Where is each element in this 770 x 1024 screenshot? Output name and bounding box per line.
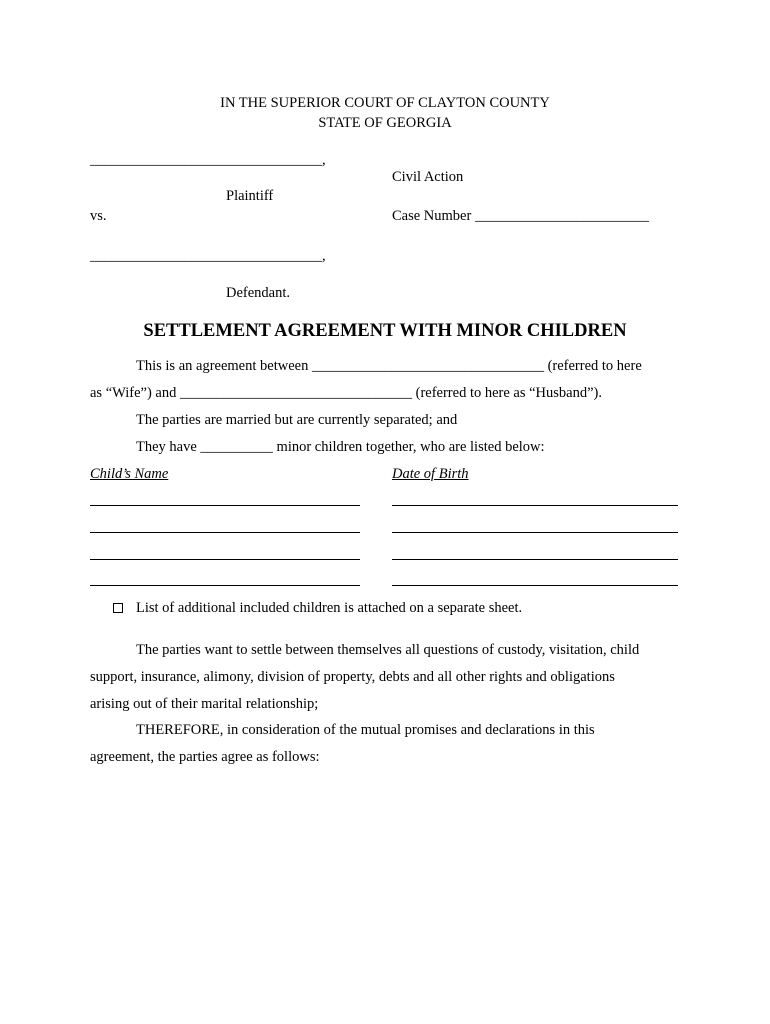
defendant-name-field[interactable]: ________________________________, (90, 248, 326, 264)
child-name-blank-2[interactable] (90, 532, 360, 533)
versus-label: vs. (90, 208, 107, 224)
additional-children-checkbox[interactable] (113, 603, 123, 613)
civil-action-label: Civil Action (392, 169, 464, 185)
therefore-paragraph-line2: agreement, the parties agree as follows: (90, 749, 320, 765)
child-name-blank-3[interactable] (90, 559, 360, 560)
case-number-field[interactable]: Case Number ________________________ (392, 208, 649, 224)
date-of-birth-header: Date of Birth (392, 466, 469, 482)
court-heading: IN THE SUPERIOR COURT OF CLAYTON COUNTY (220, 95, 550, 111)
child-dob-blank-3[interactable] (392, 559, 678, 560)
therefore-paragraph-line1: THEREFORE, in consideration of the mutual promises and declarations in this (136, 722, 595, 738)
agreement-intro-line1[interactable]: This is an agreement between ________________________________ (referred to here (136, 358, 642, 374)
married-statement: The parties are married but are currently separated; and (136, 412, 458, 428)
child-dob-blank-2[interactable] (392, 532, 678, 533)
state-heading: STATE OF GEORGIA (318, 115, 452, 131)
document-title: SETTLEMENT AGREEMENT WITH MINOR CHILDREN (143, 321, 627, 341)
settle-paragraph-line2: support, insurance, alimony, division of property, debts and all other rights and obligations (90, 669, 615, 685)
agreement-intro-line2[interactable]: as “Wife”) and ________________________________ (referred to here as “Husband”). (90, 385, 602, 401)
settle-paragraph-line1: The parties want to settle between themselves all questions of custody, visitation, child (136, 642, 640, 658)
childs-name-header: Child’s Name (90, 466, 169, 482)
child-name-blank-1[interactable] (90, 505, 360, 506)
child-dob-blank-1[interactable] (392, 505, 678, 506)
child-dob-blank-4[interactable] (392, 585, 678, 586)
defendant-label: Defendant. (226, 285, 291, 301)
plaintiff-name-field[interactable]: ________________________________, (90, 152, 326, 168)
plaintiff-label: Plaintiff (226, 188, 274, 204)
settle-paragraph-line3: arising out of their marital relationship; (90, 696, 319, 712)
additional-children-label: List of additional included children is attached on a separate sheet. (136, 600, 523, 616)
child-name-blank-4[interactable] (90, 585, 360, 586)
children-count-statement[interactable]: They have __________ minor children together, who are listed below: (136, 439, 545, 455)
